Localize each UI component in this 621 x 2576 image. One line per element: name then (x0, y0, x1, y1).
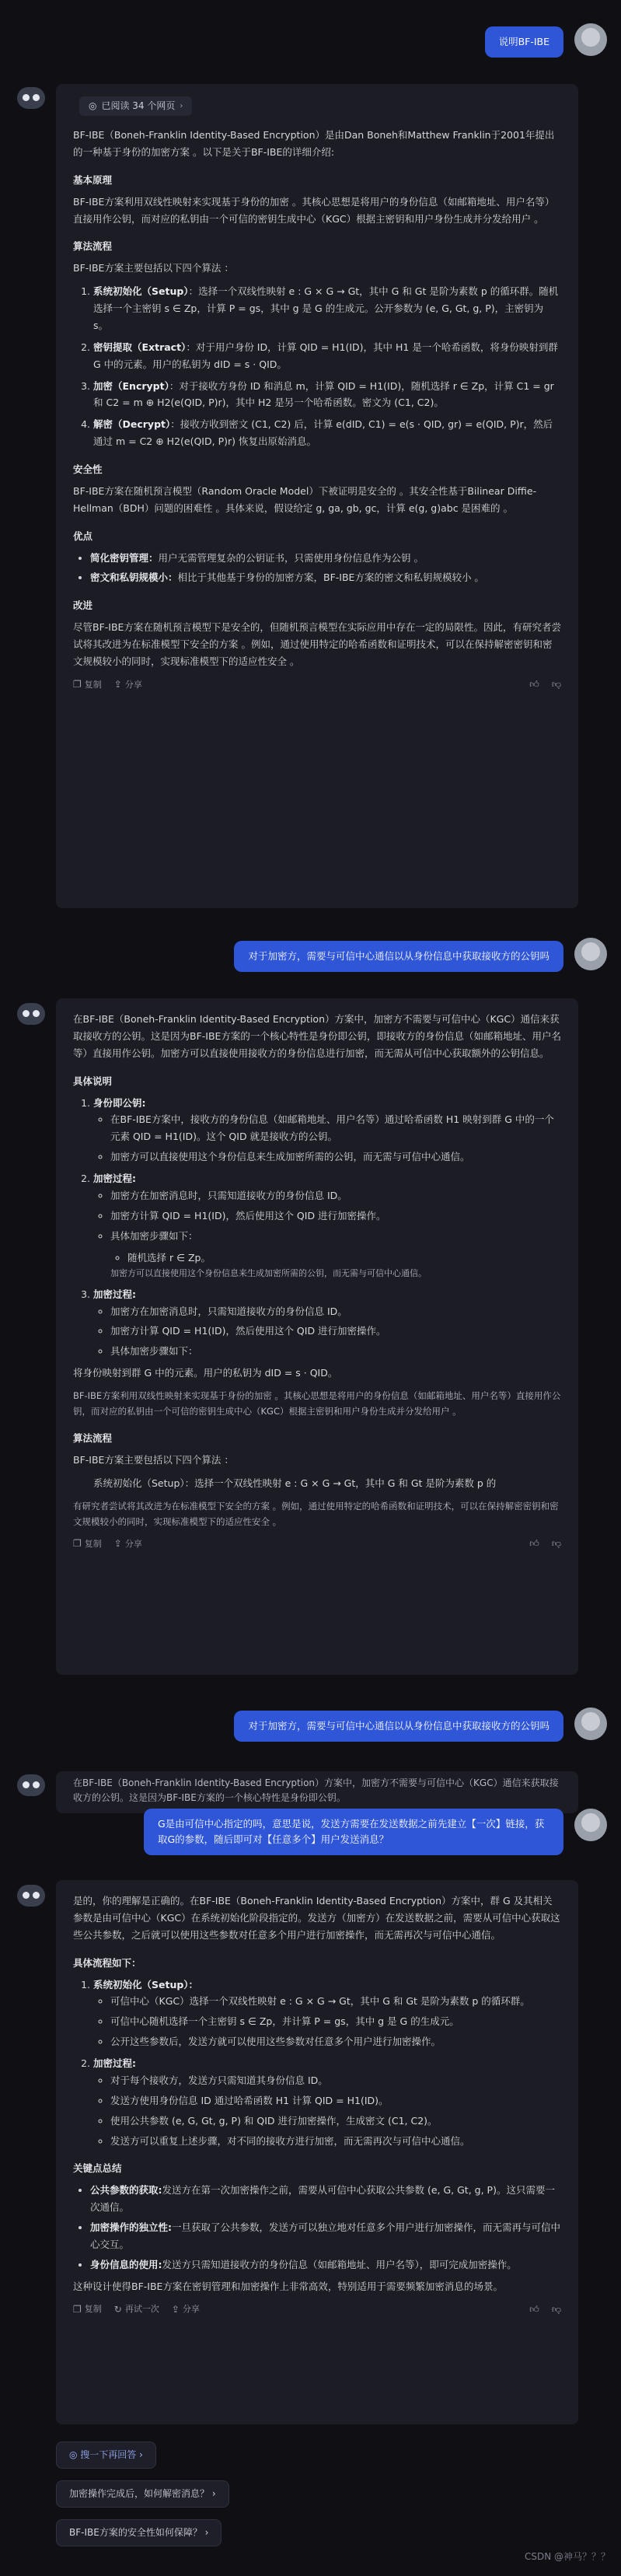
paragraph: 尽管BF-IBE方案在随机预言模型下是安全的，但随机预言模型在实际应用中存在一定的局限性。因此，有研究者尝试将其改进为在标准模型下安全的方案 。例如，通过使用特定的哈希函数和证明技术，可以在保持解密密钥和密文规模较小的同时，实现标准模型下的适应性安全 。 (73, 621, 561, 667)
user-message-bubble: 对于加密方，需要与可信中心通信以从身份信息中获取接收方的公钥吗 (234, 1711, 563, 1742)
section-heading: 优点 (73, 530, 93, 542)
paragraph: 在BF-IBE（Boneh-Franklin Identity-Based Encryption）方案中，加密方不需要与可信中心（KGC）通信来获取接收方的公钥。这是因为BF-IBE方案的一个核心特性是身份即公钥。 (73, 1777, 559, 1804)
detail-list (73, 1095, 561, 1361)
user-avatar[interactable] (574, 1809, 607, 1841)
list-item: ◦ 加密方计算 QID = H1(ID)，然后使用这个 QID 进行加密操作。 (110, 1323, 561, 1340)
list-item: • 密文和私钥规模小：相比于其他基于身份的加密方案，BF-IBE方案的密文和私钥规模较小 。 (90, 569, 561, 586)
list-item: ◦ 在BF-IBE方案中，接收方的身份信息（如邮箱地址、用户名等）通过哈希函数 H1 映射到群 G 中的一个元素 QID = H1(ID)。这个 QID 就是接收方的公钥。 (110, 1111, 561, 1145)
suggestion-chip[interactable]: BF-IBE方案的安全性如何保障？ › (56, 2519, 222, 2546)
flow-list (73, 1977, 561, 2150)
paragraph: 系统初始化（Setup）：选择一个双线性映射 e : G × G → Gt，其中 G 和 Gt 是阶为素数 p 的 (93, 1477, 497, 1489)
user-message-bubble: 说明BF-IBE (485, 26, 563, 58)
watermark: CSDN @神马？？？ (524, 2551, 610, 2562)
paragraph: 将身份映射到群 G 中的元素。用户的私钥为 dID = s · QID。 (73, 1367, 338, 1379)
list-item: ◦ 随机选择 r ∈ Zp。 (127, 1250, 561, 1267)
suggestion-chip[interactable]: 加密操作完成后，如何解密消息？ › (56, 2480, 229, 2508)
assistant-avatar (17, 87, 45, 109)
answer-actions (73, 2302, 561, 2318)
paragraph: BF-IBE方案在随机预言模型（Random Oracle Model）下被证明是安全的 。其安全性基于Bilinear Diffie-Hellman（BDH）问题的困难性 。具体来说，假设给定 g, ga, gb, gc，计算 e(g, g)abc 是困难的 。 (73, 484, 537, 514)
user-avatar[interactable] (574, 938, 607, 970)
list-item: ◦ 具体加密步骤如下： (110, 1228, 561, 1245)
list-item: 1. 身份即公钥: ◦ 在BF-IBE方案中，接收方的身份信息（如邮箱地址、用户名等）通过哈希函数 H1 映射到群 G 中的一个元素 QID = H1(ID)。这个 QID 就是接收方的公钥。 ◦ 加密方可以直接使用这个身份信息来生成加密所需的公钥，而无需与可信中心通信。 (93, 1095, 561, 1166)
list-item: 3. 加密过程: ◦ 加密方在加密消息时，只需知道接收方的身份信息 ID。 ◦ 加密方计算 QID = H1(ID)，然后使用这个 QID 进行加密操作。 ◦ 具体加密步骤如下： (93, 1286, 561, 1361)
list-item: ◦ 加密方可以直接使用这个身份信息来生成加密所需的公钥，而无需与可信中心通信。 (110, 1148, 561, 1166)
section-heading: 安全性 (73, 463, 103, 475)
list-item: • 身份信息的使用:发送方只需知道接收方的身份信息（如邮箱地址、用户名等），即可完成加密操作。 (90, 2256, 561, 2274)
paragraph: BF-IBE方案利用双线性映射来实现基于身份的加密 。其核心思想是将用户的身份信息（如邮箱地址、用户名等）直接用作公钥，而对应的私钥由一个可信的密钥生成中心（KGC）根据主密钥和用户身份生成并分发给用户 。 (73, 195, 555, 225)
user-message-row (0, 1704, 621, 1751)
section-heading: 改进 (73, 599, 93, 612)
copy-button[interactable]: ❐ 复制 (73, 676, 102, 693)
list-item: ◦ 可信中心（KGC）选择一个双线性映射 e : G × G → Gt，其中 G 和 Gt 是阶为素数 p 的循环群。 (110, 1993, 561, 2010)
list-item: 1. 系统初始化（Setup）： ◦ 可信中心（KGC）选择一个双线性映射 e : G × G → Gt，其中 G 和 Gt 是阶为素数 p 的循环群。 ◦ 可信中心随机选择一个主密钥 s ∈ Zp，并计算 P = gs，其中 g 是 G 的生成元。 ◦ 公开这些参数后，发送方就可以使用这些参数对任意多个用户进行加密操作。 (93, 1977, 561, 2051)
list-item: 2. 密钥提取（Extract）：对于用户身份 ID，计算 QID = H1(ID)，其中 H1 是一个哈希函数，将身份映射到群 G 中的元素。用户的私钥为 dID = s · QID。 (93, 339, 561, 373)
copy-icon: ❐ (73, 678, 82, 690)
list-item: 3. 加密（Encrypt）：对于接收方身份 ID 和消息 m，计算 QID = H1(ID)，随机选择 r ∈ Zp，计算 C1 = gr 和 C2 = m ⊕ H2(e(QID, P)r)，其中 H2 是另一个哈希函数。密文为 (C1, C2)。 (93, 378, 561, 412)
answer-actions (73, 676, 561, 693)
chevron-right-icon: › (180, 101, 183, 110)
thumbs-up-icon[interactable]: 👍︎ (529, 678, 539, 690)
overlapping-text: 加密方可以直接使用这个身份信息来生成加密所需的公钥，而无需与可信中心通信。 (110, 1268, 427, 1279)
share-button[interactable]: ⇪ 分享 (114, 676, 142, 693)
share-icon: ⇪ (113, 678, 122, 690)
list-item: • 加密操作的独立性:一旦获取了公共参数，发送方可以独立地对任意多个用户进行加密操作，而无需再与可信中心交互。 (90, 2219, 561, 2253)
thumbs-down-icon[interactable]: 👎︎ (551, 2303, 561, 2315)
section-heading: 具体说明 (73, 1075, 113, 1087)
assistant-avatar (17, 1003, 45, 1025)
answer-actions (73, 1536, 561, 1552)
answer-intro: 是的，你的理解是正确的。在BF-IBE（Boneh-Franklin Identity-Based Encryption）方案中，群 G 及其相关参数是由可信中心（KGC）在系统初始化阶段指定的。发送方（加密方）在发送数据之前，需要从可信中心获取这些公共参数，之后就可以使用这些参数对任意多个用户进行加密操作，而无需再次与可信中心通信。 (73, 1895, 560, 1941)
paragraph: BF-IBE方案主要包括以下四个算法 ： (73, 262, 234, 274)
section-heading: 基本原理 (73, 173, 113, 186)
share-button[interactable]: ⇪ 分享 (114, 1536, 142, 1552)
list-item: • 简化密钥管理：用户无需管理复杂的公钥证书，只需使用身份信息作为公钥 。 (90, 550, 561, 567)
assistant-avatar (17, 1885, 45, 1907)
assistant-avatar (17, 1774, 45, 1796)
sources-toggle[interactable] (79, 96, 192, 116)
list-item: ◦ 公开这些参数后，发送方就可以使用这些参数对任意多个用户进行加密操作。 (110, 2033, 561, 2050)
search-again-button[interactable]: ◎ 搜一下再回答 › (56, 2441, 156, 2469)
copy-icon: ❐ (73, 2303, 82, 2315)
section-heading: 算法流程 (73, 1432, 113, 1445)
paragraph: BF-IBE方案主要包括以下四个算法 ： (73, 1454, 234, 1466)
answer-intro: BF-IBE（Boneh-Franklin Identity-Based Encryption）是由Dan Boneh和Matthew Franklin于2001年提出的一种基于身份的加密方案 。以下是关于BF-IBE的详细介绍: (73, 129, 555, 158)
globe-icon: ◎ (89, 100, 97, 111)
assistant-answer-2 (56, 998, 578, 1675)
list-item: ◦ 发送方使用身份信息 ID 通过哈希函数 H1 计算 QID = H1(ID)。 (110, 2092, 561, 2109)
assistant-answer-4 (56, 1880, 578, 2424)
user-avatar[interactable] (574, 1707, 607, 1740)
advantages-list (73, 550, 561, 587)
thumbs-up-icon[interactable]: 👍︎ (529, 1538, 539, 1550)
answer-intro: 在BF-IBE（Boneh-Franklin Identity-Based Encryption）方案中，加密方不需要与可信中心（KGC）通信来获取接收方的公钥。这是因为BF-IBE方案的一个核心特性是身份即公钥，即接收方的身份信息（如邮箱地址、用户名等）直接用作公钥。加密方可以直接使用接收方的身份信息进行加密，而无需从可信中心获取额外的公钥信息。 (73, 1013, 561, 1059)
copy-icon: ❐ (73, 1538, 82, 1550)
section-heading: 具体流程如下： (73, 1956, 141, 1969)
list-item: • 公共参数的获取:发送方在第一次加密操作之前，需要从可信中心获取公共参数 (e, G, Gt, g, P)。这只需要一次通信。 (90, 2182, 561, 2216)
list-item: 4. 解密（Decrypt）：接收方收到密文 (C1, C2) 后，计算 e(dID, C1) = e(s · QID, gr) = e(QID, P)r，然后通过 m = C2 ⊕ H2(e(QID, P)r) 恢复出原始消息。 (93, 416, 561, 450)
section-heading: 算法流程 (73, 240, 113, 253)
list-item: ◦ 可信中心随机选择一个主密钥 s ∈ Zp，并计算 P = gs，其中 g 是 G 的生成元。 (110, 2013, 561, 2030)
paragraph: 这种设计使得BF-IBE方案在密钥管理和加密操作上非常高效，特别适用于需要频繁加密消息的场景。 (73, 2280, 503, 2292)
section-heading: 关键点总结 (73, 2162, 122, 2175)
share-icon: ⇪ (171, 2303, 180, 2315)
list-item: 2. 加密过程: ◦ 对于每个接收方，发送方只需知道其身份信息 ID。 ◦ 发送方使用身份信息 ID 通过哈希函数 H1 计算 QID = H1(ID)。 ◦ 使用公共参数 (e, G, Gt, g, P) 和 QID 进行加密操作，生成密文 (C1, C2)。 ◦ 发送方可以重复上述步骤，对不同的接收方进行加密，而无需再次与可信中心通信。 (93, 2055, 561, 2149)
algorithm-list (73, 283, 561, 450)
overlapping-text: BF-IBE方案利用双线性映射来实现基于身份的加密 。其核心思想是将用户的身份信息（如邮箱地址、用户名等）直接用作公钥，而对应的私钥由一个可信的密钥生成中心（KGC）根据主密钥和用户身份生成并分发给用户 。 (73, 1390, 561, 1417)
thumbs-down-icon[interactable]: 👎︎ (551, 1538, 561, 1550)
user-message-row (0, 20, 621, 67)
share-icon: ⇪ (113, 1538, 122, 1550)
thumbs-up-icon[interactable]: 👍︎ (529, 2303, 539, 2315)
refresh-icon: ↻ (113, 2303, 122, 2315)
user-avatar[interactable] (574, 23, 607, 56)
user-message-bubble: G是由可信中心指定的吗，意思是说，发送方需要在发送数据之前先建立【一次】链接，获取G的参数，随后即可对【任意多个】用户发送消息？ (144, 1809, 563, 1855)
overlapping-text: 有研究者尝试将其改进为在标准模型下安全的方案 。例如，通过使用特定的哈希函数和证明技术，可以在保持解密密钥和密文规模较小的同时，实现标准模型下的适应性安全 。 (73, 1500, 559, 1527)
thumbs-down-icon[interactable]: 👎︎ (551, 678, 561, 690)
share-button[interactable]: ⇪ 分享 (172, 2302, 200, 2318)
assistant-answer-1 (56, 84, 578, 908)
list-item: ◦ 发送方可以重复上述步骤，对不同的接收方进行加密，而无需再次与可信中心通信。 (110, 2133, 561, 2150)
user-message-row (0, 1805, 621, 1852)
list-item: ◦ 加密方在加密消息时，只需知道接收方的身份信息 ID。 (110, 1303, 561, 1320)
user-message-bubble: 对于加密方，需要与可信中心通信以从身份信息中获取接收方的公钥吗 (234, 941, 563, 972)
list-item: ◦ 加密方计算 QID = H1(ID)，然后使用这个 QID 进行加密操作。 (110, 1208, 561, 1225)
list-item: 1. 系统初始化（Setup）：选择一个双线性映射 e : G × G → Gt，其中 G 和 Gt 是阶为素数 p 的循环群。随机选择一个主密钥 s ∈ Zp，计算 P = gs，其中 g 是 G 的生成元。公开参数为 (e, G, Gt, g, P)，主密钥为 s。 (93, 283, 561, 334)
globe-icon: ◎ (69, 2449, 81, 2460)
user-message-row (0, 935, 621, 981)
sources-label: 已阅读 34 个网页 (101, 100, 176, 111)
chevron-right-icon: › (211, 2488, 216, 2499)
copy-button[interactable]: ❐ 复制 (73, 1536, 102, 1552)
list-item: ◦ 对于每个接收方，发送方只需知道其身份信息 ID。 (110, 2072, 561, 2089)
copy-button[interactable]: ❐ 复制 (73, 2302, 102, 2318)
regenerate-button[interactable]: ↻ 再试一次 (114, 2302, 159, 2318)
list-item: ◦ 具体加密步骤如下： (110, 1343, 561, 1360)
list-item: 2. 加密过程: ◦ 加密方在加密消息时，只需知道接收方的身份信息 ID。 ◦ 加密方计算 QID = H1(ID)，然后使用这个 QID 进行加密操作。 ◦ 具体加密步骤如下： ◦ 随机选择 r ∈ Zp。 加密方可以直接使用这个身份信息来生成加密所需的公钥，而无需与可信中心通信。 (93, 1170, 561, 1281)
chevron-right-icon: › (204, 2527, 209, 2538)
list-item: ◦ 加密方在加密消息时，只需知道接收方的身份信息 ID。 (110, 1187, 561, 1204)
key-points-list (73, 2182, 561, 2273)
list-item: ◦ 使用公共参数 (e, G, Gt, g, P) 和 QID 进行加密操作，生成密文 (C1, C2)。 (110, 2113, 561, 2130)
